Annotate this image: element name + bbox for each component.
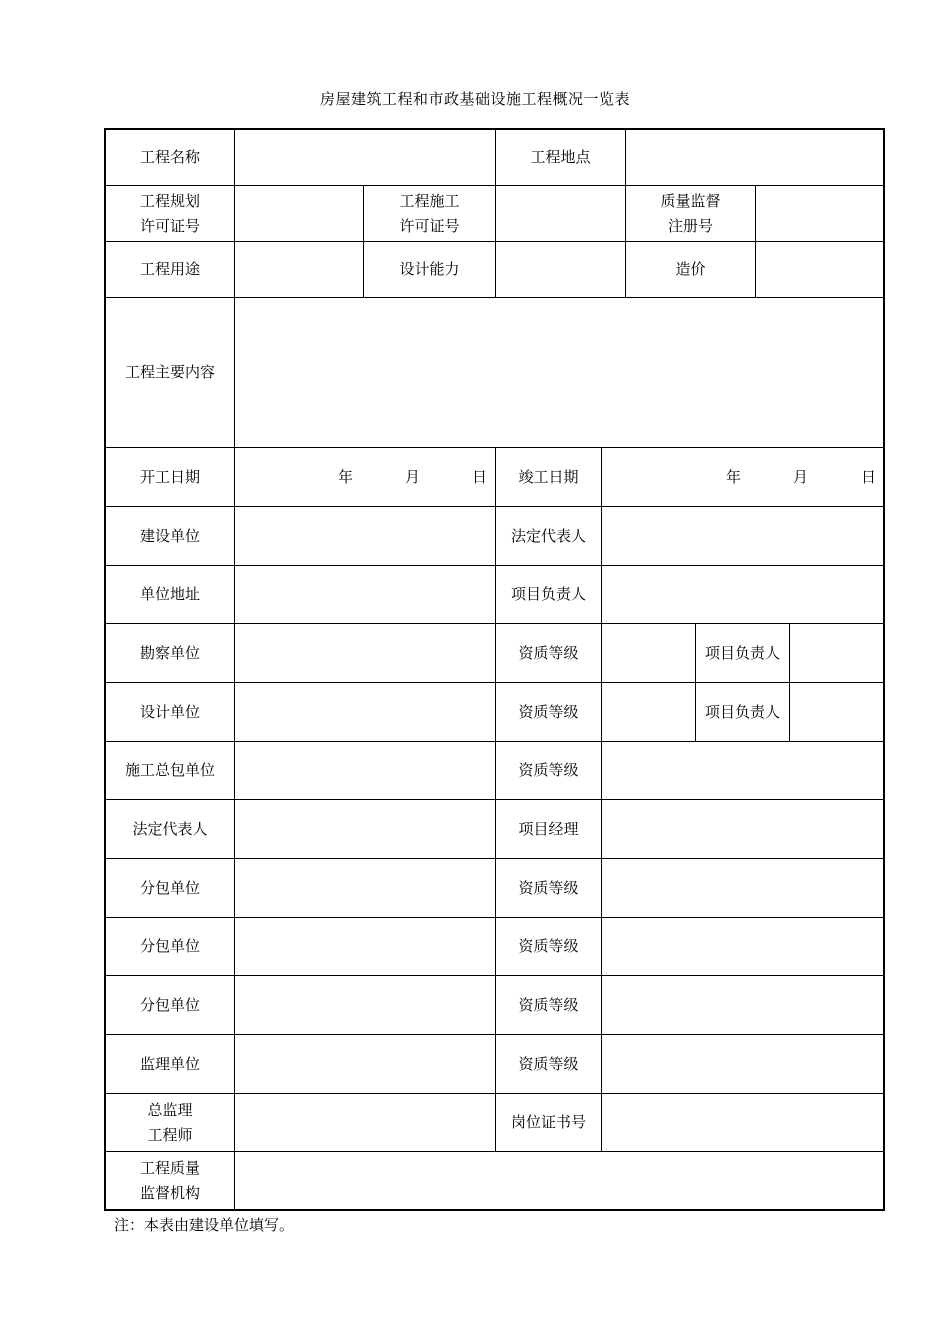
field-design-unit[interactable] — [235, 683, 495, 741]
label-sub1-qualification: 资质等级 — [518, 878, 579, 897]
label-cost: 造价 — [675, 260, 706, 278]
label-subcontractor-3: 分包单位 — [139, 995, 200, 1014]
field-legal-rep[interactable] — [602, 507, 883, 565]
field-main-content[interactable] — [235, 298, 883, 447]
form-title: 房屋建筑工程和市政基础设施工程概况一览表 — [319, 90, 630, 108]
field-design-leader[interactable] — [790, 683, 883, 741]
field-design-capacity[interactable] — [496, 242, 625, 297]
field-supervision-unit[interactable] — [235, 1035, 495, 1093]
label-general-contractor: 施工总包单位 — [124, 761, 215, 779]
field-builder[interactable] — [235, 507, 495, 565]
label-completion-date: 竣工日期 — [518, 467, 579, 486]
field-sub3-qualification[interactable] — [602, 976, 883, 1034]
field-start-date[interactable] — [235, 448, 495, 506]
label-design-capacity: 设计能力 — [399, 260, 460, 278]
field-project-leader[interactable] — [602, 566, 883, 623]
form-table — [104, 128, 885, 1211]
label-builder: 建设单位 — [139, 526, 200, 545]
label-supervision-unit: 监理单位 — [139, 1054, 200, 1073]
field-quality-agency[interactable] — [235, 1152, 883, 1209]
label-planning-permit: 工程规划 许可证号 — [139, 191, 200, 235]
label-quality-agency: 工程质量 监督机构 — [139, 1158, 200, 1202]
label-legal-rep: 法定代表人 — [510, 526, 586, 545]
field-subcontractor-3[interactable] — [235, 976, 495, 1034]
date-month-unit: 月 — [405, 467, 421, 486]
label-project-name: 工程名称 — [139, 148, 200, 166]
field-unit-address[interactable] — [235, 566, 495, 623]
label-subcontractor-1: 分包单位 — [139, 878, 200, 897]
label-legal-rep2: 法定代表人 — [132, 819, 208, 838]
field-sub2-qualification[interactable] — [602, 918, 883, 975]
label-sub2-qualification: 资质等级 — [518, 937, 579, 955]
field-subcontractor-2[interactable] — [235, 918, 495, 975]
field-cost[interactable] — [756, 242, 883, 297]
label-project-leader: 项目负责人 — [510, 585, 586, 603]
field-planning-permit[interactable] — [235, 186, 363, 241]
field-survey-leader[interactable] — [790, 624, 883, 682]
field-project-manager[interactable] — [602, 800, 883, 858]
label-construction-permit: 工程施工 许可证号 — [399, 191, 460, 235]
field-survey-qualification[interactable] — [602, 624, 695, 682]
date-day-unit: 日 — [861, 467, 877, 486]
label-contractor-qualification: 资质等级 — [518, 761, 579, 779]
field-chief-supervisor[interactable] — [235, 1094, 495, 1151]
field-post-cert-no[interactable] — [602, 1094, 883, 1151]
label-supervision-qualification: 资质等级 — [518, 1054, 579, 1073]
field-completion-date[interactable] — [602, 448, 883, 506]
label-unit-address: 单位地址 — [139, 585, 200, 603]
label-chief-supervisor: 总监理 工程师 — [147, 1100, 193, 1144]
field-construction-permit[interactable] — [496, 186, 625, 241]
footnote: 注：本表由建设单位填写。 — [114, 1216, 295, 1234]
label-subcontractor-2: 分包单位 — [139, 937, 200, 955]
field-quality-reg[interactable] — [756, 186, 883, 241]
label-survey-qualification: 资质等级 — [518, 643, 579, 662]
label-design-unit: 设计单位 — [139, 702, 200, 721]
field-contractor-qualification[interactable] — [602, 742, 883, 799]
label-post-cert-no: 岗位证书号 — [510, 1113, 586, 1131]
label-design-leader: 项目负责人 — [704, 702, 780, 721]
label-quality-reg: 质量监督 注册号 — [660, 191, 721, 235]
field-general-contractor[interactable] — [235, 742, 495, 799]
field-project-location[interactable] — [626, 130, 883, 185]
label-survey-unit: 勘察单位 — [139, 643, 200, 662]
field-legal-rep2[interactable] — [235, 800, 495, 858]
field-subcontractor-1[interactable] — [235, 859, 495, 917]
label-sub3-qualification: 资质等级 — [518, 995, 579, 1014]
date-year-unit: 年 — [726, 467, 742, 486]
date-day-unit: 日 — [472, 467, 488, 486]
field-sub1-qualification[interactable] — [602, 859, 883, 917]
label-project-location: 工程地点 — [530, 148, 591, 166]
label-start-date: 开工日期 — [139, 467, 200, 486]
field-design-qualification[interactable] — [602, 683, 695, 741]
field-project-name[interactable] — [235, 130, 495, 185]
date-year-unit: 年 — [338, 467, 354, 486]
label-design-qualification: 资质等级 — [518, 702, 579, 721]
label-project-use: 工程用途 — [139, 260, 200, 278]
label-main-content: 工程主要内容 — [124, 363, 215, 381]
label-project-manager: 项目经理 — [518, 819, 579, 838]
date-month-unit: 月 — [793, 467, 809, 486]
field-supervision-qualification[interactable] — [602, 1035, 883, 1093]
field-survey-unit[interactable] — [235, 624, 495, 682]
label-survey-leader: 项目负责人 — [704, 643, 780, 662]
field-project-use[interactable] — [235, 242, 363, 297]
